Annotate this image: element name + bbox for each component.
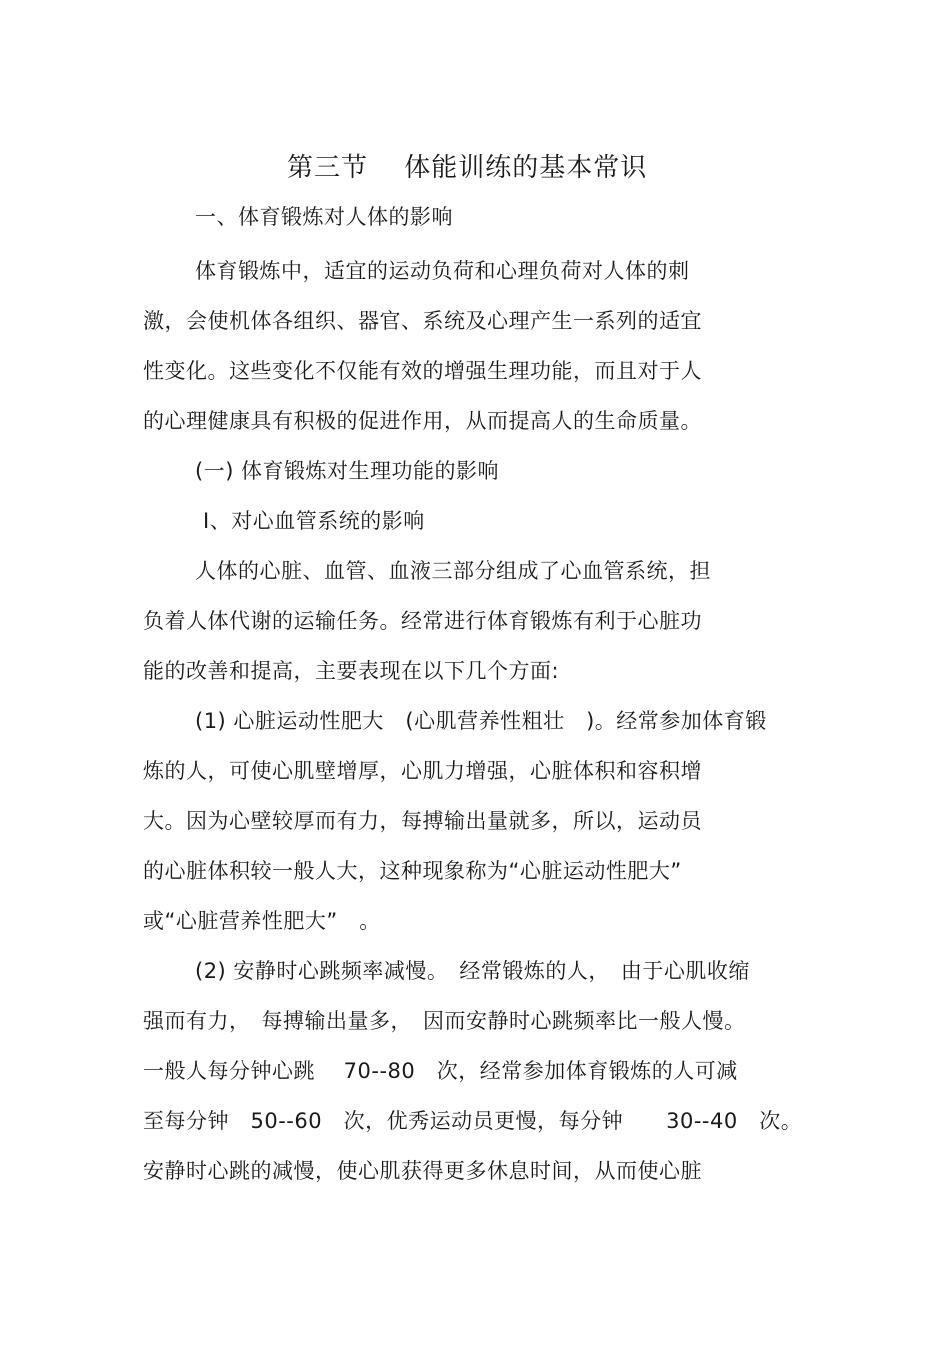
subsection-heading: (一) 体育锻炼对生理功能的影响 bbox=[195, 459, 500, 483]
paragraph-line: 负着人体代谢的运输任务。经常进行体育锻炼有利于心脏功 bbox=[143, 609, 702, 633]
paragraph-line: 安静时心跳的减慢，使心肌获得更多休息时间，从而使心脏 bbox=[143, 1159, 702, 1183]
paragraph-line: 人体的心脏、血管、血液三部分组成了心血管系统，担 bbox=[195, 559, 711, 583]
paragraph-line: 激，会使机体各组织、器官、系统及心理产生一系列的适宜 bbox=[143, 309, 702, 333]
paragraph-line: 能的改善和提高，主要表现在以下几个方面: bbox=[143, 659, 560, 683]
paragraph-line: 的心脏体积较一般人大，这种现象称为“心脏运动性肥大” bbox=[143, 859, 682, 883]
paragraph-line: 大。因为心壁较厚而有力，每搏输出量就多，所以，运动员 bbox=[143, 809, 702, 833]
paragraph-line: (1) 心脏运动性肥大 (心肌营养性粗壮 )。经常参加体育锻 bbox=[195, 709, 767, 733]
item-heading: I、对心血管系统的影响 bbox=[203, 509, 425, 533]
paragraph-line: 炼的人，可使心肌壁增厚，心肌力增强，心脏体积和容积增 bbox=[143, 759, 702, 783]
page-title: 第三节 体能训练的基本常识 bbox=[287, 153, 648, 183]
paragraph-line: 体育锻炼中，适宜的运动负荷和心理负荷对人体的刺 bbox=[195, 259, 690, 283]
paragraph-line: 一般人每分钟心跳 70--80 次，经常参加体育锻炼的人可减 bbox=[143, 1059, 738, 1083]
paragraph-line: 或“心脏营养性肥大” 。 bbox=[143, 909, 381, 933]
paragraph-line: (2) 安静时心跳频率减慢。 经常锻炼的人， 由于心肌收缩 bbox=[195, 959, 750, 983]
paragraph-line: 强而有力， 每搏输出量多， 因而安静时心跳频率比一般人慢。 bbox=[143, 1009, 746, 1033]
paragraph-line: 性变化。这些变化不仅能有效的增强生理功能，而且对于人 bbox=[143, 359, 702, 383]
section-heading: 一、体育锻炼对人体的影响 bbox=[195, 205, 453, 229]
paragraph-line: 的心理健康具有积极的促进作用，从而提高人的生命质量。 bbox=[143, 409, 702, 433]
paragraph-line: 至每分钟 50--60 次，优秀运动员更慢，每分钟 30--40 次。 bbox=[143, 1109, 803, 1133]
